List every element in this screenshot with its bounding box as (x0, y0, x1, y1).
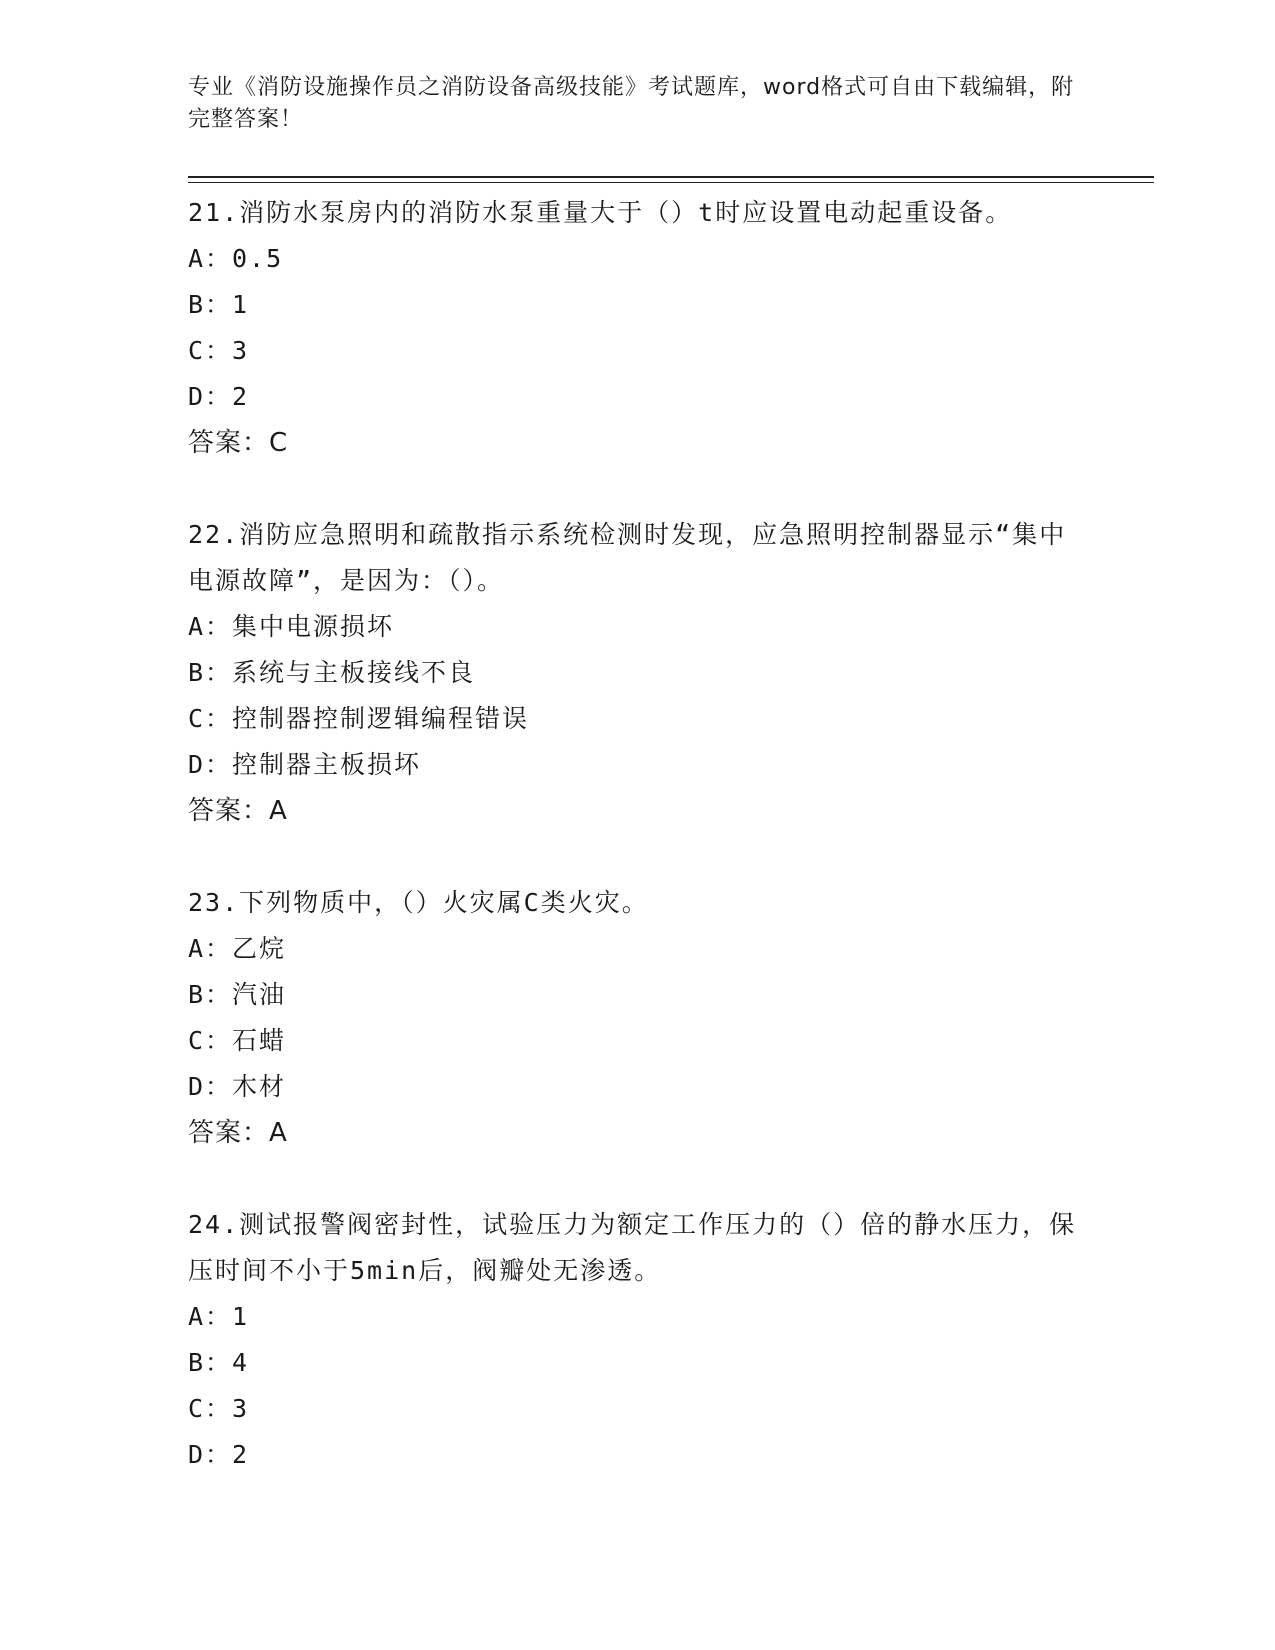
option-d (188, 742, 1088, 788)
option-key: D： (188, 382, 233, 411)
option-d (188, 1432, 1088, 1478)
question-stem: 21.消防水泵房内的消防水泵重量大于（）t时应设置电动起重设备。 (188, 198, 1013, 227)
option-text: 控制器主板损坏 (232, 750, 422, 779)
option-key: C： (188, 1394, 233, 1423)
option-key: C： (188, 704, 233, 733)
option-key: D： (188, 1440, 233, 1469)
option-key: B： (188, 980, 233, 1009)
question-stem: 22.消防应急照明和疏散指示系统检测时发现，应急照明控制器显示“集中电源故障”，是因为：（）。 (188, 520, 1067, 595)
option-text: 系统与主板接线不良 (232, 658, 476, 687)
option-c (188, 328, 1088, 374)
answer-line: 答案：C (188, 428, 289, 458)
option-text: 集中电源损坏 (232, 612, 395, 641)
option-c (188, 1018, 1088, 1064)
option-b (188, 972, 1088, 1018)
document-header: 专业《消防设施操作员之消防设备高级技能》考试题库，word格式可自由下载编辑，附完整答案！ (188, 75, 1075, 132)
option-key: A： (188, 612, 233, 641)
answer-line: 答案：A (188, 796, 288, 826)
question-list (188, 190, 1088, 1524)
option-key: C： (188, 1026, 233, 1055)
option-d (188, 374, 1088, 420)
option-text: 4 (232, 1348, 250, 1377)
option-a (188, 1294, 1088, 1340)
option-text: 0.5 (232, 244, 284, 273)
option-text: 3 (232, 336, 250, 365)
answer-line: 答案：A (188, 1118, 288, 1148)
option-text: 1 (232, 290, 250, 319)
option-key: B： (188, 290, 233, 319)
question-23 (188, 880, 1088, 1156)
option-key: A： (188, 244, 233, 273)
header-divider-thin (188, 182, 1154, 183)
option-key: A： (188, 1302, 233, 1331)
question-22 (188, 512, 1088, 834)
option-key: B： (188, 658, 233, 687)
option-text: 石蜡 (232, 1026, 287, 1055)
option-d (188, 1064, 1088, 1110)
option-text: 乙烷 (232, 934, 287, 963)
question-stem: 24.测试报警阀密封性，试验压力为额定工作压力的（）倍的静水压力，保压时间不小于5min后，阀瓣处无渗透。 (188, 1210, 1077, 1285)
question-21 (188, 190, 1088, 466)
option-a (188, 236, 1088, 282)
option-key: C： (188, 336, 233, 365)
option-text: 1 (232, 1302, 250, 1331)
header-divider (188, 176, 1154, 178)
option-key: B： (188, 1348, 233, 1377)
option-text: 3 (232, 1394, 250, 1423)
option-b (188, 1340, 1088, 1386)
option-text: 汽油 (232, 980, 287, 1009)
option-c (188, 1386, 1088, 1432)
option-b (188, 282, 1088, 328)
option-key: D： (188, 750, 233, 779)
option-key: D： (188, 1072, 233, 1101)
option-text: 控制器控制逻辑编程错误 (232, 704, 530, 733)
option-c (188, 696, 1088, 742)
question-24 (188, 1202, 1088, 1478)
option-text: 木材 (232, 1072, 287, 1101)
question-stem: 23.下列物质中，（）火灾属C类火灾。 (188, 888, 649, 917)
option-key: A： (188, 934, 233, 963)
option-text: 2 (232, 382, 250, 411)
option-b (188, 650, 1088, 696)
option-a (188, 926, 1088, 972)
option-text: 2 (232, 1440, 250, 1469)
option-a (188, 604, 1088, 650)
